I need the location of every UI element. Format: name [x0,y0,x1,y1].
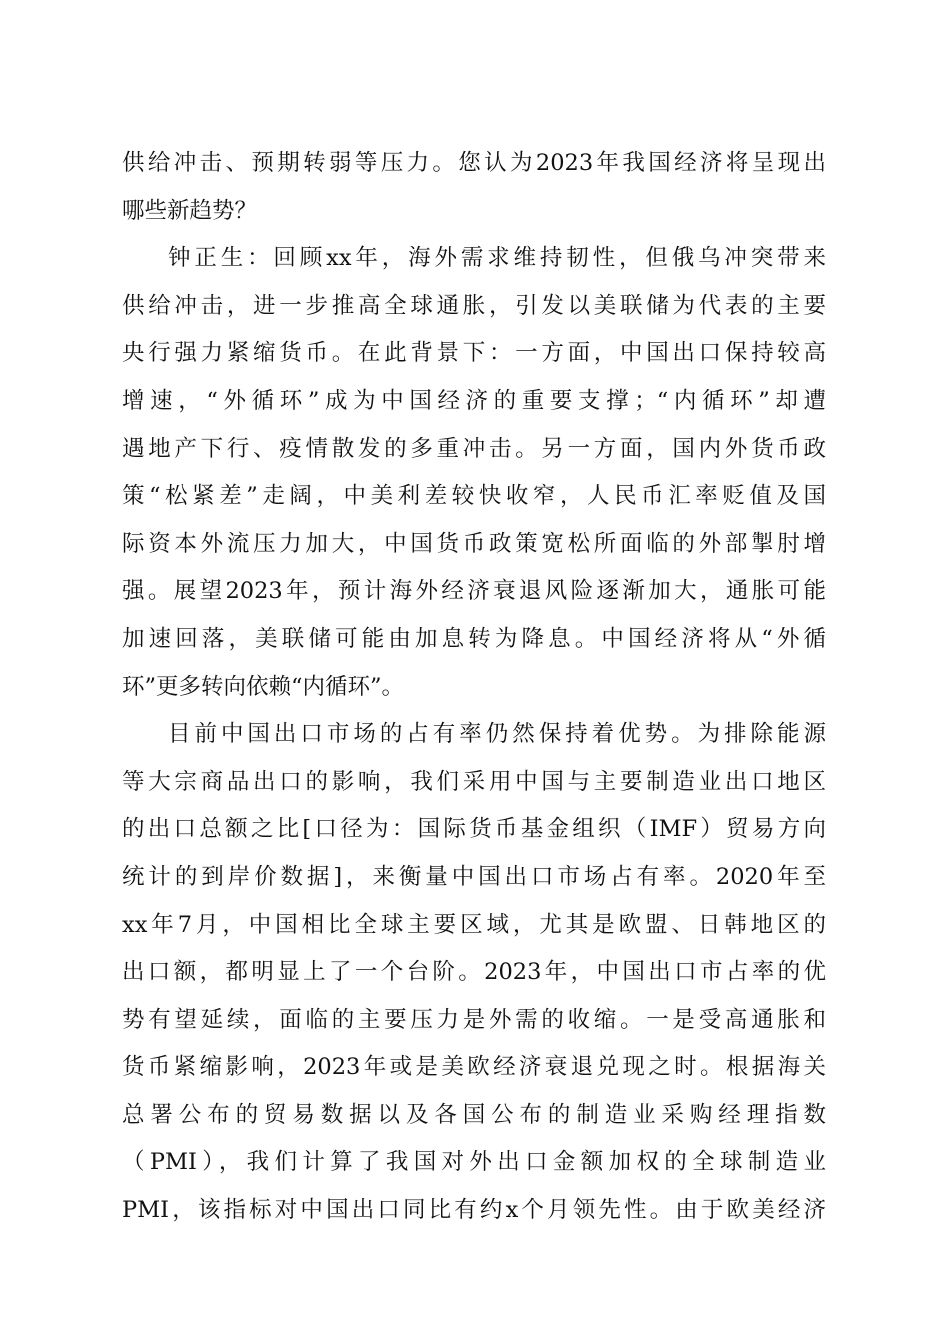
text-line: 总署公布的贸易数据以及各国公布的制造业采购经理指数 [122,1101,826,1128]
text-line: （PMI），我们计算了我国对外出口金额加权的全球制造业 [122,1149,826,1176]
text-line: 遇地产下行、疫情散发的多重冲击。另一方面，国内外货币政 [122,435,826,462]
text-line: 货币紧缩影响，2023年或是美欧经济衰退兑现之时。根据海关 [122,1054,826,1081]
text-line: 强。展望2023年，预计海外经济衰退风险逐渐加大，通胀可能 [122,578,826,605]
body-text [122,140,826,1235]
text-line: 钟正生：回顾xx年，海外需求维持韧性，但俄乌冲突带来 [168,245,826,272]
text-line: 加速回落，美联储可能由加息转为降息。中国经济将从“外循 [122,625,826,652]
text-line: 际资本外流压力加大，中国货币政策宽松所面临的外部掣肘增 [122,530,826,557]
text-line: 等大宗商品出口的影响，我们采用中国与主要制造业出口地区 [122,768,826,795]
text-line: 供给冲击，进一步推高全球通胀，引发以美联储为代表的主要 [122,292,826,319]
text-line: 目前中国出口市场的占有率仍然保持着优势。为排除能源 [168,721,826,748]
text-line: 的出口总额之比[口径为：国际货币基金组织（IMF）贸易方向 [122,816,826,843]
text-line: 策“松紧差”走阔，中美利差较快收窄，人民币汇率贬值及国 [122,483,826,510]
text-line: 供给冲击、预期转弱等压力。您认为2023年我国经济将呈现出 [122,150,826,176]
text-line: 统计的到岸价数据]，来衡量中国出口市场占有率。2020年至 [122,863,826,890]
text-line: 央行强力紧缩货币。在此背景下：一方面，中国出口保持较高 [122,340,826,367]
text-line: 哪些新趋势？ [122,197,258,224]
text-line: PMI，该指标对中国出口同比有约x个月领先性。由于欧美经济 [122,1197,826,1224]
text-line: 增速，“外循环”成为中国经济的重要支撑；“内循环”却遭 [122,387,826,414]
text-line: 环”更多转向依赖“内循环”。 [122,673,405,700]
text-line: 势有望延续，面临的主要压力是外需的收缩。一是受高通胀和 [122,1006,826,1033]
text-line: xx年7月，中国相比全球主要区域，尤其是欧盟、日韩地区的 [122,911,826,938]
text-line: 出口额，都明显上了一个台阶。2023年，中国出口市占率的优 [122,959,826,986]
